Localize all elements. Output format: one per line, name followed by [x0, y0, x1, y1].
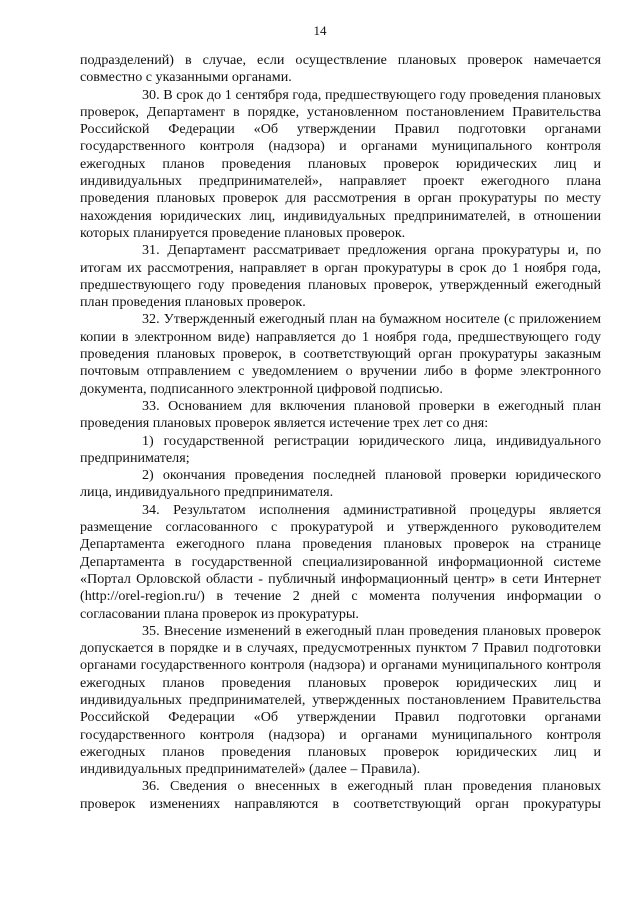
paragraph-continuation: подразделений) в случае, если осуществление плановых проверок намечается совместно с указанными органами.: [80, 52, 601, 86]
paragraph-31: 31. Департамент рассматривает предложения органа прокуратуры и, по итогам их рассмотрения, направляет в орган прокуратуры в срок до 1 ноября года, предшествующего году проведения плановых проверок, утвержденный ежегодный план проведения плановых проверок.: [80, 242, 601, 311]
paragraph-33: 33. Основанием для включения плановой проверки в ежегодный план проведения плановых проверок является истечение трех лет со дня:: [80, 397, 601, 432]
document-body: [80, 52, 601, 813]
paragraph-36: 36. Сведения о внесенных в ежегодный план проведения плановых проверок изменениях направляются в соответствующий орган прокуратуры: [80, 778, 601, 812]
paragraph-34: 34. Результатом исполнения административной процедуры является размещение согласованного с прокуратурой и утвержденного руководителем Департамента ежегодного плана проведения плановых проверок на странице Департамента в государственной специализированной информационной системе «Портал Орловской области - публичный информационный центр» в сети Интернет (http://orel-region.ru/) в течение 2 дней с момента получения информации о согласовании плана проверок из прокуратуры.: [80, 501, 601, 622]
paragraph-33-item-1: 1) государственной регистрации юридического лица, индивидуального предпринимателя;: [80, 432, 601, 466]
paragraph-30: 30. В срок до 1 сентября года, предшествующего году проведения плановых проверок, Департамент в порядке, установленном постановлением Правительства Российской Федерации «Об утверждении Правил подготовки органами государственного контроля (надзора) и органами муниципального контроля ежегодных планов проведения плановых проверок юридических лиц и индивидуальных предпринимателей», направляет проект ежегодного плана проведения плановых проверок для рассмотрения в орган прокуратуры по месту нахождения юридических лиц, индивидуальных предпринимателей, в отношении которых планируется проведение плановых проверок.: [80, 86, 601, 241]
paragraph-35: 35. Внесение изменений в ежегодный план проведения плановых проверок допускается в порядке и в случаях, предусмотренных пунктом 7 Правил подготовки органами государственного контроля (надзора) и органами муниципального контроля ежегодных планов проведения плановых проверок юридических лиц и индивидуальных предпринимателей, утвержденных постановлением Правительства Российской Федерации «Об утверждении Правил подготовки органами государственного контроля (надзора) и органами муниципального контроля ежегодных планов проведения плановых проверок юридических лиц и индивидуальных предпринимателей» (далее – Правила).: [80, 622, 601, 778]
paragraph-32: 32. Утвержденный ежегодный план на бумажном носителе (с приложением копии в электронном виде) направляется до 1 ноября года, предшествующего году проведения плановых проверок, в соответствующий орган прокуратуры заказным почтовым отправлением с уведомлением о вручении либо в форме электронного документа, подписанного электронной цифровой подписью.: [80, 311, 601, 397]
page-number: 14: [313, 23, 327, 38]
paragraph-33-item-2: 2) окончания проведения последней плановой проверки юридического лица, индивидуального предпринимателя.: [80, 467, 601, 501]
